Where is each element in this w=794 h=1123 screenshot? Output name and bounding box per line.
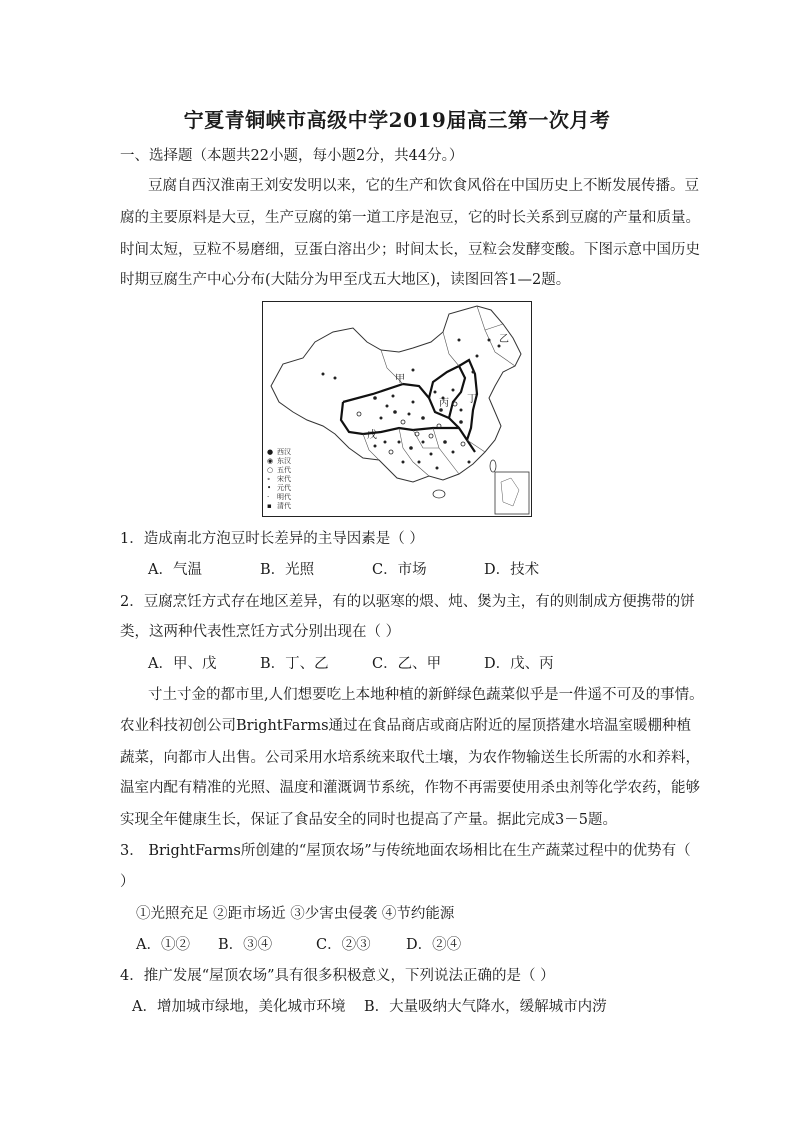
legend-symbol-icon: ∘ — [267, 475, 271, 483]
legend-item: 西汉 — [277, 448, 291, 456]
passage2-line: 实现全年健康生长，保证了食品安全的同时也提高了产量。据此完成3－5题。 — [120, 812, 617, 828]
q3-option-a: A．①② — [136, 937, 190, 953]
legend-item: 元代 — [277, 484, 291, 492]
legend-symbol-icon: ▪ — [267, 502, 272, 510]
legend-item: 明代 — [277, 493, 291, 501]
question-3-stem: 3． BrightFarms所创建的“屋顶农场”与传统地面农场相比在生产蔬菜过程中的优势有（ — [120, 843, 691, 859]
legend-item: 五代 — [277, 466, 291, 474]
region-label-yi: 乙 — [499, 334, 509, 345]
q2-option-a: A．甲、戊 — [148, 656, 217, 672]
q2-option-d: D．戊、丙 — [484, 656, 554, 672]
map-legend — [267, 448, 307, 512]
legend-item: 宋代 — [277, 475, 291, 483]
q2-option-c: C．乙、甲 — [372, 656, 442, 672]
legend-item: 清代 — [277, 502, 291, 510]
region-label-bing: 丙 — [439, 398, 449, 409]
q1-option-a: A．气温 — [148, 562, 202, 578]
page-title: 宁夏青铜峡市高级中学2019届高三第一次月考 — [183, 108, 611, 132]
tofu-distribution-map — [262, 301, 532, 517]
passage2-line: 寸土寸金的都市里,人们想要吃上本地种植的新鲜绿色蔬菜似乎是一件遥不可及的事情。 — [148, 687, 704, 703]
q1-option-b: B．光照 — [260, 562, 315, 578]
region-label-wu: 戊 — [367, 430, 377, 441]
passage2-line: 农业科技初创公司BrightFarms通过在食品商店或商店附近的屋顶搭建水培温室暖棚种植 — [120, 718, 692, 734]
question-4-stem: 4．推广发展“屋顶农场”具有很多积极意义，下列说法正确的是（ ） — [120, 968, 555, 984]
q3-statements: ①光照充足 ②距市场近 ③少害虫侵袭 ④节约能源 — [136, 906, 455, 922]
q3-option-c: C．②③ — [316, 937, 371, 953]
region-label-jia: 甲 — [395, 374, 405, 385]
legend-symbol-icon: • — [267, 484, 272, 492]
question-2-stem: 2．豆腐烹饪方式存在地区差异，有的以驱寒的煨、炖、煲为主，有的则制成方便携带的饼 — [120, 594, 695, 610]
legend-item: 东汉 — [277, 457, 291, 465]
passage1-line: 腐的主要原料是大豆，生产豆腐的第一道工序是泡豆，它的时长关系到豆腐的产量和质量。 — [120, 210, 700, 226]
passage2-line: 温室内配有精准的光照、温度和灌溉调节系统，作物不再需要使用杀虫剂等化学农药，能够 — [120, 780, 700, 796]
passage1-line: 豆腐自西汉淮南王刘安发明以来，它的生产和饮食风俗在中国历史上不断发展传播。豆 — [148, 178, 699, 194]
passage2-line: 蔬菜，向都市人出售。公司采用水培系统来取代土壤，为农作物输送生长所需的水和养料， — [120, 750, 700, 766]
region-label-ding: 丁 — [467, 394, 477, 405]
question-1-stem: 1．造成南北方泡豆时长差异的主导因素是（ ） — [120, 531, 424, 547]
passage1-line: 时期豆腐生产中心分布(大陆分为甲至戊五大地区)，读图回答1—2题。 — [120, 272, 571, 288]
q4-option-a: A．增加城市绿地，美化城市环境 — [132, 999, 346, 1015]
legend-symbol-icon: ● — [267, 448, 274, 456]
q3-option-d: D．②④ — [406, 937, 462, 953]
passage1-line: 时间太短，豆粒不易磨细，豆蛋白溶出少；时间太长，豆粒会发酵变酸。下图示意中国历史 — [120, 242, 700, 258]
question-2-stem: 类，这两种代表性烹饪方式分别出现在（ ） — [120, 624, 401, 640]
section-header: 一、选择题（本题共22小题，每小题2分，共44分。） — [120, 148, 464, 164]
legend-symbol-icon: ◉ — [267, 457, 274, 465]
legend-symbol-icon: · — [267, 493, 270, 501]
question-3-stem: ） — [120, 874, 135, 890]
q1-option-c: C．市场 — [372, 562, 427, 578]
q4-option-b: B．大量吸纳大气降水，缓解城市内涝 — [364, 999, 607, 1015]
q2-option-b: B．丁、乙 — [260, 656, 329, 672]
q1-option-d: D．技术 — [484, 562, 540, 578]
legend-symbol-icon: ○ — [267, 466, 274, 474]
q3-option-b: B．③④ — [218, 937, 273, 953]
